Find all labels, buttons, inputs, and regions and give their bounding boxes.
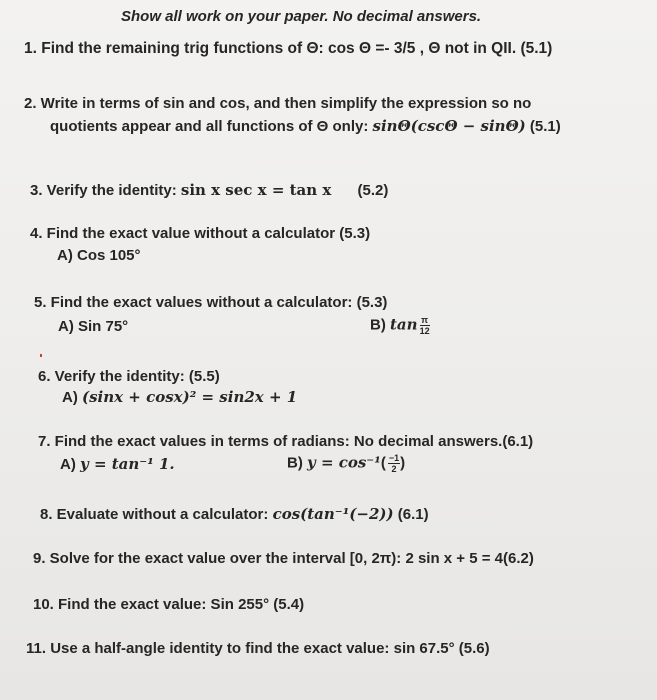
question-6-identity: (sinx + cosx)² = sin2x + 1 (82, 388, 298, 406)
question-5-part-b-label: B) (370, 316, 390, 334)
pen-mark (40, 354, 42, 357)
fraction-numerator: −1 (388, 453, 400, 463)
question-11: 11. Use a half-angle identity to find the exact value: sin 67.5° (5.6) (26, 640, 490, 657)
question-5: 5. Find the exact values without a calculator: (5.3) (34, 294, 388, 311)
question-7-part-b-fraction (388, 453, 400, 474)
question-3-identity: sin x sec x = tan x (180, 181, 332, 199)
question-6-part-a-label: A) (62, 389, 82, 406)
question-3 (30, 181, 388, 200)
question-6: 6. Verify the identity: (5.5) (38, 368, 220, 385)
fraction-denominator: 12 (419, 326, 430, 336)
instructions-header: Show all work on your paper. No decimal answers. (121, 8, 482, 25)
question-7: 7. Find the exact values in terms of radians: No decimal answers.(6.1) (38, 433, 534, 450)
question-7-part-a-expression: y = tan⁻¹ 1. (80, 455, 175, 473)
question-7-part-a (60, 455, 175, 474)
question-2-line-2 (50, 117, 561, 136)
question-7-part-b-label: B) (287, 454, 307, 472)
question-2-text: quotients appear and all functions of Θ only: (50, 118, 373, 135)
question-5-part-b-fraction (420, 315, 430, 336)
fraction-numerator: π (421, 315, 429, 325)
question-7-part-b: B) y = cos⁻¹( $\frac{-1}{2}$ ) (287, 453, 406, 474)
question-8-ref: (6.1) (393, 506, 429, 523)
question-2-expression: sinΘ(cscΘ − sinΘ) (372, 117, 526, 135)
question-2-ref: (5.1) (525, 118, 561, 135)
question-7-part-b-expression: y = cos⁻¹ (307, 453, 381, 472)
question-2-line-1: 2. Write in terms of sin and cos, and then simplify the expression so no (24, 95, 532, 112)
question-3-label: 3. Verify the identity: (30, 182, 181, 199)
fraction-denominator: 2 (391, 464, 397, 474)
question-5-part-a: A) Sin 75° (58, 318, 129, 335)
question-5-part-b (370, 315, 430, 336)
question-8 (40, 505, 429, 524)
question-7-part-a-label: A) (60, 456, 80, 473)
question-5-part-b-function: tan (390, 315, 418, 334)
question-10: 10. Find the exact value: Sin 255° (5.4) (33, 596, 305, 613)
question-1: 1. Find the remaining trig functions of Θ: cos Θ =- 3/5 , Θ not in QII. (5.1) (24, 40, 553, 57)
question-6-part-a (62, 388, 297, 407)
question-4: 4. Find the exact value without a calculator (5.3) (30, 225, 371, 242)
question-4-part-a: A) Cos 105° (57, 247, 141, 264)
question-8-label: 8. Evaluate without a calculator: (40, 506, 273, 523)
question-9: 9. Solve for the exact value over the interval [0, 2π): 2 sin x + 5 = 4(6.2) (33, 550, 534, 567)
question-3-ref: (5.2) (357, 182, 389, 199)
question-8-expression: cos(tan⁻¹(−2)) (272, 505, 394, 523)
